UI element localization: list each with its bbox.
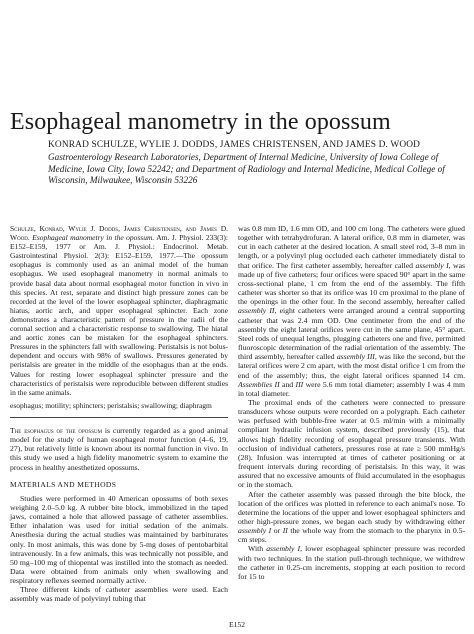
assembly-term-5: III xyxy=(295,379,304,389)
assembly-text-6: were 5.6 mm total diameter; assembly I was 4 mm in total diameter. xyxy=(238,379,466,398)
abstract-citation-authors: Schulze, Konrad, Wylie J. Dodds, James Christensen, and James D. Wood. xyxy=(10,224,228,243)
author-affiliation: Gastroenterology Research Laboratories, Department of Internal Medicine, University of Iowa College of Medicine, Iowa City, Iowa 52242; and Department of Radiology and Internal Medicine, Medical College of Wisconsin, Milwaukee, Wisconsin 53226 xyxy=(48,152,445,186)
methods-paragraph-1: Studies were performed in 40 American opossums of both sexes weighing 2.0–5.0 kg. A rubber bite block, immobilized in the taped jaws, contained a hole that allowed passage of catheter assemblies. Ether inhalation was used for initial sedation of the animals. Anesthesia during the actual studies was maintained by barbiturates only. In most animals, this was done by 5-mg doses of pentobarbital intravenously. In a few animals, this was technically not possible, and 50 mg–100 mg of thiopental was instilled into the stomach as needed. Data were obtained from animals only when swallowing and respiratory reflexes seemed normally active. xyxy=(10,493,228,586)
assembly-description-paragraph xyxy=(238,224,465,398)
right-column xyxy=(238,224,465,581)
passage-text-2: or xyxy=(273,526,281,536)
assembly-text-2: was made up of five catheters; four orifices were spaced 90° apart in the same cross-sectional plane, 1 cm from the end of the assembly. The fifth catheter was shorter so that its orifice was 10 cm proximal to the plane of the openings in the other four. In the second assembly, hereafter called xyxy=(238,260,466,307)
passage-term-1: assembly I xyxy=(238,526,272,536)
transducer-paragraph: The proximal ends of the catheters were connected to pressure transducers whose outputs were recorded on a polygraph. Each catheter was perfused with bubble-free water at 0.5 ml/min with a minimally compliant hydraulic infusion system, described previously (15), that allows high fidelity recording of esophageal pressure transients. With occlusion of individual catheters, pressures rose at rate ≥ 500 mmHg/s (28). Infusion was interrupted at times of catheter positioning or at frequent intervals during recording of peristalsis. In this way, it was assured that no excessive amounts of fluid accumulated in the esophagus or in the stomach. xyxy=(238,397,465,490)
abstract-text: —The opossum esophagus is commonly used as an animal model of the human esophagus. We used esophageal manometry in normal animals to provide basal data about normal esophageal motor function in vivo in this species. At rest, separate and distinct high pressure zones can be recorded at the level of the lower esophageal sphincter, diaphragmatic hiatus, aortic arch, and upper esophageal sphincter. Each zone demonstrates a characteristic pattern of pressure in the radii of the coronal section and a characteristic response to swallowing. The hiatal and aortic zones can be mistaken for the esophageal sphincters. Pressures in the sphincters fall with swallowing. Peristalsis is not bolus-dependent and occurs with 98% of swallows. Pressures generated by peristalsis are greater in the middle of the esophagus than at the ends. Values for resting lower esophageal sphincter pressure and the characteristics of peristalsis were reproducible between different studies in the same animals. xyxy=(10,251,228,397)
methods-paragraph-2: Three different kinds of catheter assemblies were used. Each assembly was made of polyvinyl tubing that xyxy=(10,585,228,604)
pull-text-1: With xyxy=(248,544,264,554)
section-divider xyxy=(10,417,228,418)
passage-term-2: II xyxy=(282,526,288,536)
left-column xyxy=(10,224,228,604)
assembly-term-4: Assemblies II xyxy=(238,379,280,389)
passage-text-1: After the catheter assembly was passed through the bite block, the location of the orifices was plotted in reference to each animal's nose. To determine the locations of the upper and lower esophageal sphincters and other high-pressure zones, we began each study by withdrawing either xyxy=(238,489,465,526)
assembly-text-3: eight catheters were arranged around a central supporting catheter that was 2.4 mm OD. One centimeter from the end of the assembly the eight lateral orifices were cut in the same plane, 45° apart. Steel rods of unequal lengths, plugging catheters one and five, permitted fluoroscopic determination of the radial orientation of the assembly. The third assembly, hereafter called xyxy=(238,306,465,362)
catheter-passage-paragraph xyxy=(238,490,465,545)
pull-text-2: lower esophageal sphincter pressure was recorded with two techniques. In the station pull-through technique, we withdrew the catheter in 0.25-cm increments, stopping at each position to record for 15 to xyxy=(238,544,466,581)
passage-text-3: the whole way from the stomach to the pharynx in 0.5-cm steps. xyxy=(238,526,466,545)
assembly-text-5: and xyxy=(282,379,294,389)
assembly-term-2: assembly II, xyxy=(238,306,277,316)
page-number: E152 xyxy=(228,620,246,629)
pull-through-paragraph xyxy=(238,544,465,581)
assembly-term-3: assembly III, xyxy=(336,352,377,362)
abstract-citation-source: Am. J. Physiol. 233(3): E152–E159, 1977 or Am. J. Physiol.: Endocrinol. Metab. Gastrointestinal Physiol. 2(3): E152–E159, 1977. xyxy=(10,233,228,261)
pull-term-1: assembly I, xyxy=(266,544,302,554)
abstract-keywords: esophagus; motility; sphincters; peristalsis; swallowing; diaphragm xyxy=(10,400,212,410)
abstract-block xyxy=(10,224,228,397)
intro-text: is currently regarded as a good animal model for the study of human esophageal motor function (4–6, 19, 27), but relatively little is known about its normal function in vivo. In this study we used a high fidelity manometric system to examine the process in healthy anesthetized opossums. xyxy=(10,425,229,472)
intro-paragraph xyxy=(10,426,228,472)
abstract-citation-title: Esophageal manometry in the opossum. xyxy=(32,233,155,243)
assembly-text-1: was 0.8 mm ID, 1.6 mm OD, and 100 cm long. The catheters were glued together with tetrahydrofuran. A lateral orifice, 0.8 mm in diameter, was cut in each catheter at the desired location. A small steel rod, 3–8 mm in length, or a polyvinyl plug occluded each catheter immediately distal to that orifice. The first catheter assembly, hereafter called xyxy=(238,224,465,270)
methods-heading: MATERIALS AND METHODS xyxy=(10,479,117,489)
assembly-text-4: was like the second, but the lateral orifices were 2 cm apart, with the most distal orifice 1 cm from the end of the assembly; thus, the eight lateral orifices spanned 14 cm. xyxy=(238,352,466,380)
assembly-term-1: assembly I, xyxy=(415,260,451,270)
author-list: KONRAD SCHULZE, WYLIE J. DODDS, JAMES CHRISTENSEN, AND JAMES D. WOOD xyxy=(48,140,421,150)
intro-lead-in: The esophagus of the opossum xyxy=(10,425,103,435)
article-title: Esophageal manometry in the opossum xyxy=(10,109,391,136)
